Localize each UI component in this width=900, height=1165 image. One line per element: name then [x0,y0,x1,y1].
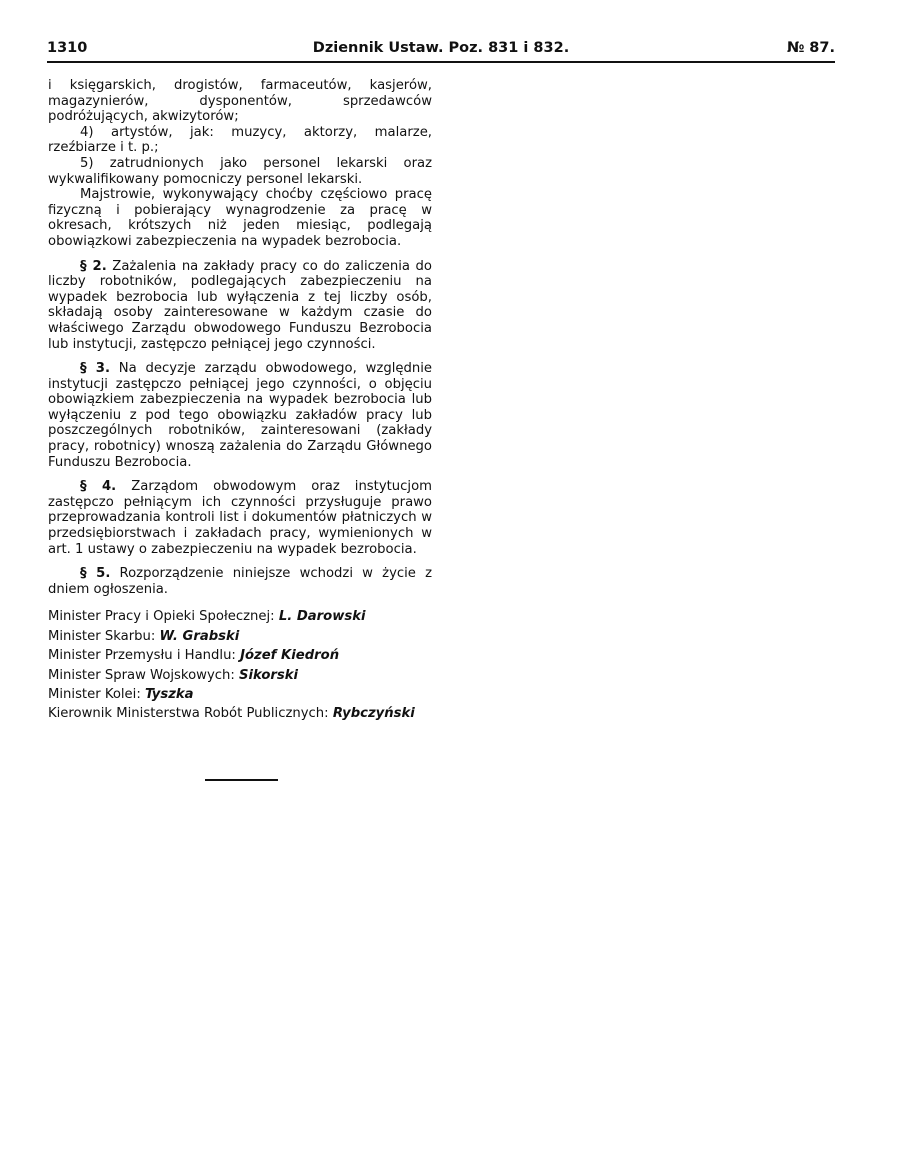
signature-name: L. Darowski [278,609,366,625]
section-3 [48,361,432,470]
signature-line [48,607,432,626]
section-4 [48,479,432,557]
signature-role: Minister Skarbu: [48,628,156,644]
end-divider [205,779,278,781]
section-5-mark: § 5. [80,566,111,582]
signature-line [48,666,432,685]
paragraph-continuation: i księgarskich, drogistów, farmaceutów, kasjerów, magazynierów, dysponentów, sprzedawców podróżujących, akwizytorów; [48,78,432,125]
paragraph-item-4: 4) artystów, jak: muzycy, aktorzy, malarze, rzeźbiarze i t. p.; [48,124,432,156]
page-header [47,40,835,62]
section-5 [48,566,432,597]
section-5-text: Rozporządzenie niniejsze wchodzi w życie z dniem ogłoszenia. [48,566,432,597]
signature-role: Kierownik Ministerstwa Robót Publicznych: [48,706,329,722]
signature-role: Minister Pracy i Opieki Społecznej: [48,609,275,625]
signature-name: Tyszka [144,687,194,703]
signature-name: Sikorski [239,667,299,683]
signature-name: Józef Kiedroń [240,648,340,664]
section-3-mark: § 3. [80,361,110,377]
signature-role: Minister Kolei: [48,687,141,703]
signature-line [48,627,432,646]
text-column [48,78,432,724]
signature-line [48,646,432,665]
signature-line [48,704,432,723]
signature-line [48,685,432,704]
section-4-mark: § 4. [80,479,117,495]
signature-block [48,607,432,723]
signature-name: Rybczyński [332,706,415,722]
section-3-text: Na decyzje zarządu obwodowego, względnie instytucji zastępczo pełniącej jego czynności, o objęciu obowiązkiem zabezpieczenia na wypadek bezrobocia lub wyłączeniu z pod tego obowiązku zakładów pracy lub poszczególnych robotników, zainteresowani (zakłady pracy, robotnicy) wnoszą zażalenia do Zarządu Głównego Funduszu Bezrobocia. [48,361,432,470]
section-4-text: Zarządom obwodowym oraz instytucjom zastępczo pełniącym ich czynności przysługuje prawo przeprowadzania kontroli list i dokumentów płatniczych w przedsiębiorstwach i zakładach pracy, wymienionych w art. 1 ustawy o zabezpieczeniu na wypadek bezrobocia. [48,479,432,557]
signature-name: W. Grabski [159,628,240,644]
section-2-mark: § 2. [80,258,107,274]
signature-role: Minister Przemysłu i Handlu: [48,648,236,664]
section-2 [48,259,432,353]
issue-number: № 87. [786,40,835,56]
paragraph-item-5: 5) zatrudnionych jako personel lekarski oraz wykwalifikowany pomocniczy personel lekarski. [48,155,432,187]
header-divider [47,61,835,63]
page-number: 1310 [47,40,88,56]
signature-role: Minister Spraw Wojskowych: [48,667,235,683]
section-2-text: Zażalenia na zakłady pracy co do zaliczenia do liczby robotników, podlegających zabezpieczeniu na wypadek bezrobocia lub wyłączenia z tej liczby osób, składają osoby zainteresowane w każdym czasie do właściwego Zarządu obwodowego Funduszu Bezrobocia lub instytucji, zastępczo pełniącej jego czynności. [48,258,432,352]
journal-title: Dziennik Ustaw. Poz. 831 i 832. [312,40,570,56]
paragraph-majstrowie: Majstrowie, wykonywający choćby częściowo pracę fizyczną i pobierający wynagrodzenie za pracę w okresach, krótszych niż jeden miesiąc, podlegają obowiązkowi zabezpieczenia na wypadek bezrobocia. [48,187,432,249]
